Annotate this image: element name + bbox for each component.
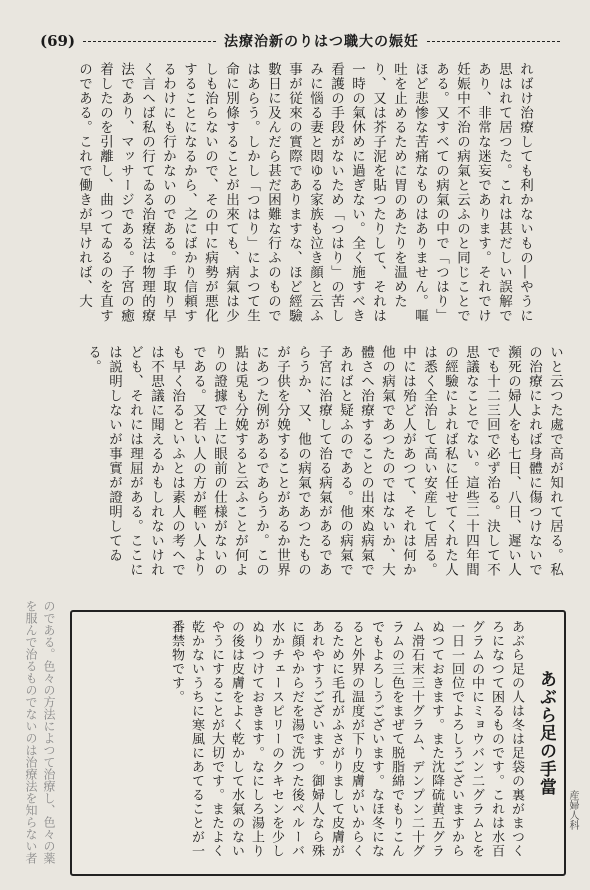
- article-column-top: ればけ治療しても利かないもの―やうに思はれて居つた。これは甚だしい誤解であり、非常な迷妄であります。それでけ妊娠中不治の病氣と云ふのと同じことである。又すべての病氣の中で「つはり」ほど悲惨な苦痛なものはありません。嘔吐を止めるために胃のあたりを温めたり、又は芥子泥を貼つたりして、それは一時の氣休めに過ぎない。全く施すべき看護の手段がないため「つはり」の苦しみに惱る妻と悶ゆる家族も泣き顔と云ふ事が従來の實際でありますな、ほど經驗數日に及んだら甚だ困難な行ふのものではあらう。しかし「つはり」によつて生命に別條することが出來ても、病氣は少しも治らないので、その中に病勢が悪化することになるから、之にばかり信頼するわけにも行かないのである。手取り早く言へば私の行てゐる治療法は物理的療法であり、マッサージである。子宮の癒着したのを引離し、曲つてゐるのを直すのである。これで働きが早ければ、大: [76, 62, 533, 323]
- running-title: 法療治新のりはつ職大の娠妊: [224, 34, 420, 50]
- faded-margin-text: のである。色々の方法によつて治療し、色々の薬を服んで治るものでないのは治療法を知らない者: [24, 600, 56, 864]
- header-rule-right: [427, 41, 560, 42]
- page-header: [40, 30, 560, 52]
- header-rule-left: [83, 41, 216, 42]
- sidebar-box-content: [82, 620, 556, 868]
- sidebar-box: [70, 610, 566, 876]
- sidebar-box-title: あぶら足の手當: [536, 670, 556, 796]
- margin-side-note: 産婦人科: [567, 790, 578, 830]
- article-column-middle: いと云つた處で高が知れて居る。私の治療によれば身體に傷つけないで瀕死の婦人をも七日、八日、遲い人でも十二三回で必ず治る。決して不思議なことでない。這些二十四年間の經驗によれば私に任せてくれた人は悉く全治して高い安産して居る。中には殆ど人があつて、それは何か他の病氣であつたのではないか、大體さへ治療することの出來ぬ病氣であればと疑ふのである。他の病氣で子宮に治療して治る病氣があるであらうか、又、他の病氣であつたものが子供を分娩することがあるか世界にあつた例があるであらうか。この點は兎も分娩すると云ふことが何よりの證據で上に眼前の仕様がないのである。又若い人の方が輕い人よりも早く治るといふとは素人の考へでは不思議に聞えるかもしれないけれども、それには理屈がある。ここには説明しないが事實が證明してゐる。: [85, 345, 563, 577]
- page-number: (69): [40, 32, 76, 50]
- sidebar-box-body: あぶら足の人は冬は足袋の裏がまつくろになつて困るものです。これは水百グラムの中にミョウバン二グラムとを一日一回位でよろしうございますからぬつておきます。また沈降硫黄五グラム滑石末三十グラム、デンプン二十グラムの三色をまぜて脱脂綿でもりこんでもよろしうございます。なほ冬になると外界の温度が下り皮膚がいからくるために毛孔がふさがりまして皮膚があれやすうございます。御婦人なら殊に顔やからだを湯で洗つた後ペルーバ水かチェースピリーのクキセンを少しぬりつけておきます。なにしろ湯上りの後は皮膚をよく乾かして水氣のないやうにすることが大切です。またよく乾かないうちに寒風にあてることが一番禁物です。: [169, 620, 524, 858]
